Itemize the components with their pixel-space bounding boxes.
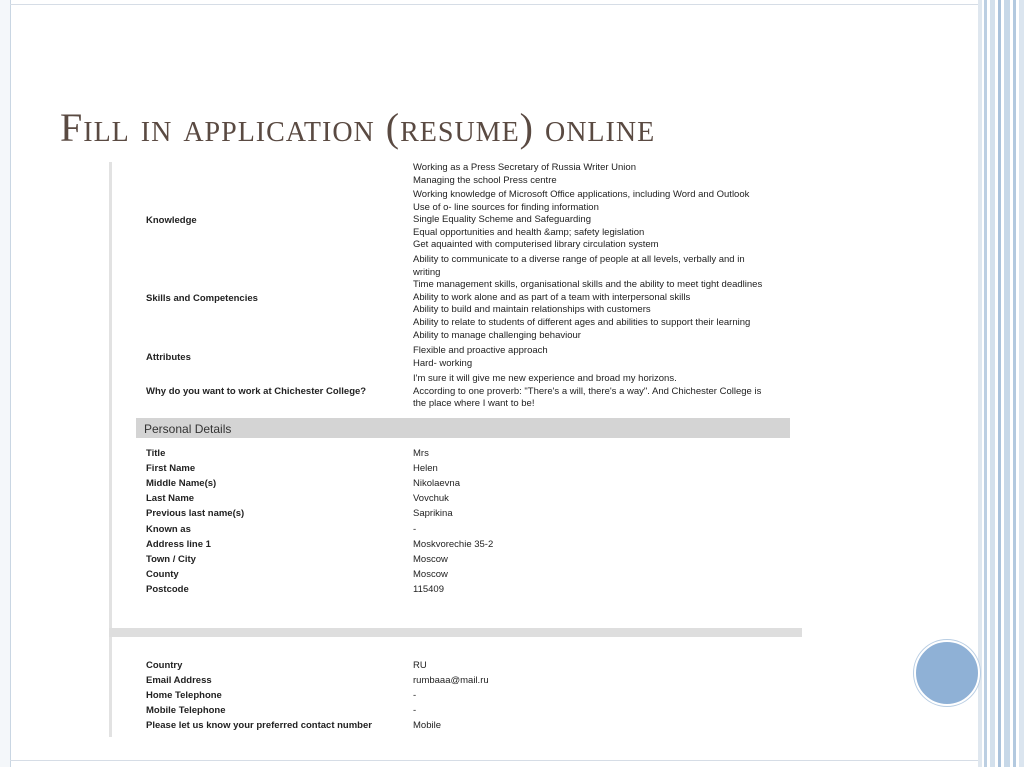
skills-line: Time management skills, organisational skills and the ability to meet tight deadlines	[413, 279, 763, 291]
pd-value-title: Mrs	[413, 448, 429, 459]
skills-label: Skills and Competencies	[146, 293, 258, 304]
knowledge-line: Equal opportunities and health &amp; safety legislation	[413, 226, 645, 238]
pd-label-middle-name: Middle Name(s)	[146, 478, 217, 489]
experience-line: Managing the school Press centre	[413, 174, 557, 186]
skills-line: Ability to build and maintain relationships with customers	[413, 304, 651, 316]
pd-label-previous-last-name: Previous last name(s)	[146, 508, 245, 519]
contact-value-preferred-number: Mobile	[413, 720, 441, 731]
skills-line: writing	[413, 266, 441, 278]
knowledge-line: Get aquainted with computerised library circulation system	[413, 239, 659, 251]
skills-line: Ability to manage challenging behaviour	[413, 329, 581, 341]
skills-lines	[413, 254, 793, 342]
pd-value-address-line-1: Moskvorechie 35-2	[413, 539, 494, 550]
contact-label-country: Country	[146, 660, 183, 671]
contact-label-home-telephone: Home Telephone	[146, 690, 222, 701]
skills-line: Ability to work alone and as part of a team with interpersonal skills	[413, 291, 691, 303]
contact-value-email: rumbaaa@mail.ru	[413, 675, 489, 686]
pd-label-title: Title	[146, 448, 166, 459]
knowledge-label: Knowledge	[146, 215, 197, 226]
skills-line: Ability to relate to students of different ages and abilities to support their learning	[413, 316, 751, 328]
knowledge-line: Use of o- line sources for finding information	[413, 201, 599, 213]
contact-value-mobile-telephone: -	[413, 705, 417, 716]
experience-lines	[413, 162, 793, 187]
form-left-edge	[109, 162, 112, 737]
personal-details-header	[136, 418, 790, 438]
slide-right-stripes	[978, 0, 1024, 767]
attributes-line: Flexible and proactive approach	[413, 345, 548, 356]
pd-value-middle-name: Nikolaevna	[413, 478, 460, 489]
attributes-lines	[413, 345, 793, 370]
pd-label-known-as: Known as	[146, 524, 191, 535]
attributes-label: Attributes	[146, 352, 191, 363]
knowledge-line: Working knowledge of Microsoft Office applications, including Word and Outlook	[413, 189, 750, 200]
contact-value-home-telephone: -	[413, 690, 417, 701]
pd-value-first-name: Helen	[413, 463, 438, 474]
pd-label-first-name: First Name	[146, 463, 196, 474]
pd-value-previous-last-name: Saprikina	[413, 508, 453, 519]
why-lines	[413, 373, 793, 411]
contact-label-preferred-number: Please let us know your preferred contact number	[146, 720, 372, 731]
slide-top-border	[10, 0, 980, 5]
application-form-screenshot	[109, 162, 802, 737]
slide-bottom-border	[10, 760, 980, 761]
why-line: According to one proverb: "There's a will, there's a way". And Chichester College is	[413, 385, 762, 397]
pd-value-last-name: Vovchuk	[413, 493, 449, 504]
pd-label-postcode: Postcode	[146, 584, 189, 595]
decorative-circle	[914, 640, 980, 706]
slide-title: Fill in application (resume) online	[60, 105, 656, 150]
pd-value-postcode: 115409	[413, 584, 444, 595]
section-divider	[109, 628, 802, 637]
attributes-line: Hard- working	[413, 357, 473, 369]
pd-value-known-as: -	[413, 524, 417, 535]
knowledge-lines	[413, 189, 793, 252]
why-line: I'm sure it will give me new experience and broad my horizons.	[413, 373, 677, 384]
skills-line: Ability to communicate to a diverse range of people at all levels, verbally and in	[413, 254, 745, 265]
contact-value-country: RU	[413, 660, 427, 671]
pd-label-last-name: Last Name	[146, 493, 195, 504]
contact-label-email: Email Address	[146, 675, 212, 686]
pd-label-address-line-1: Address line 1	[146, 539, 211, 550]
pd-value-county: Moscow	[413, 569, 448, 580]
pd-label-town-city: Town / City	[146, 554, 196, 565]
slide-left-border	[0, 0, 11, 767]
pd-label-county: County	[146, 569, 179, 580]
knowledge-line: Single Equality Scheme and Safeguarding	[413, 214, 591, 226]
why-line: the place where I want to be!	[413, 398, 535, 410]
contact-label-mobile-telephone: Mobile Telephone	[146, 705, 226, 716]
pd-value-town-city: Moscow	[413, 554, 448, 565]
experience-line: Working as a Press Secretary of Russia Writer Union	[413, 162, 636, 173]
personal-details-heading: Personal Details	[144, 422, 232, 436]
why-label: Why do you want to work at Chichester College?	[146, 386, 367, 397]
